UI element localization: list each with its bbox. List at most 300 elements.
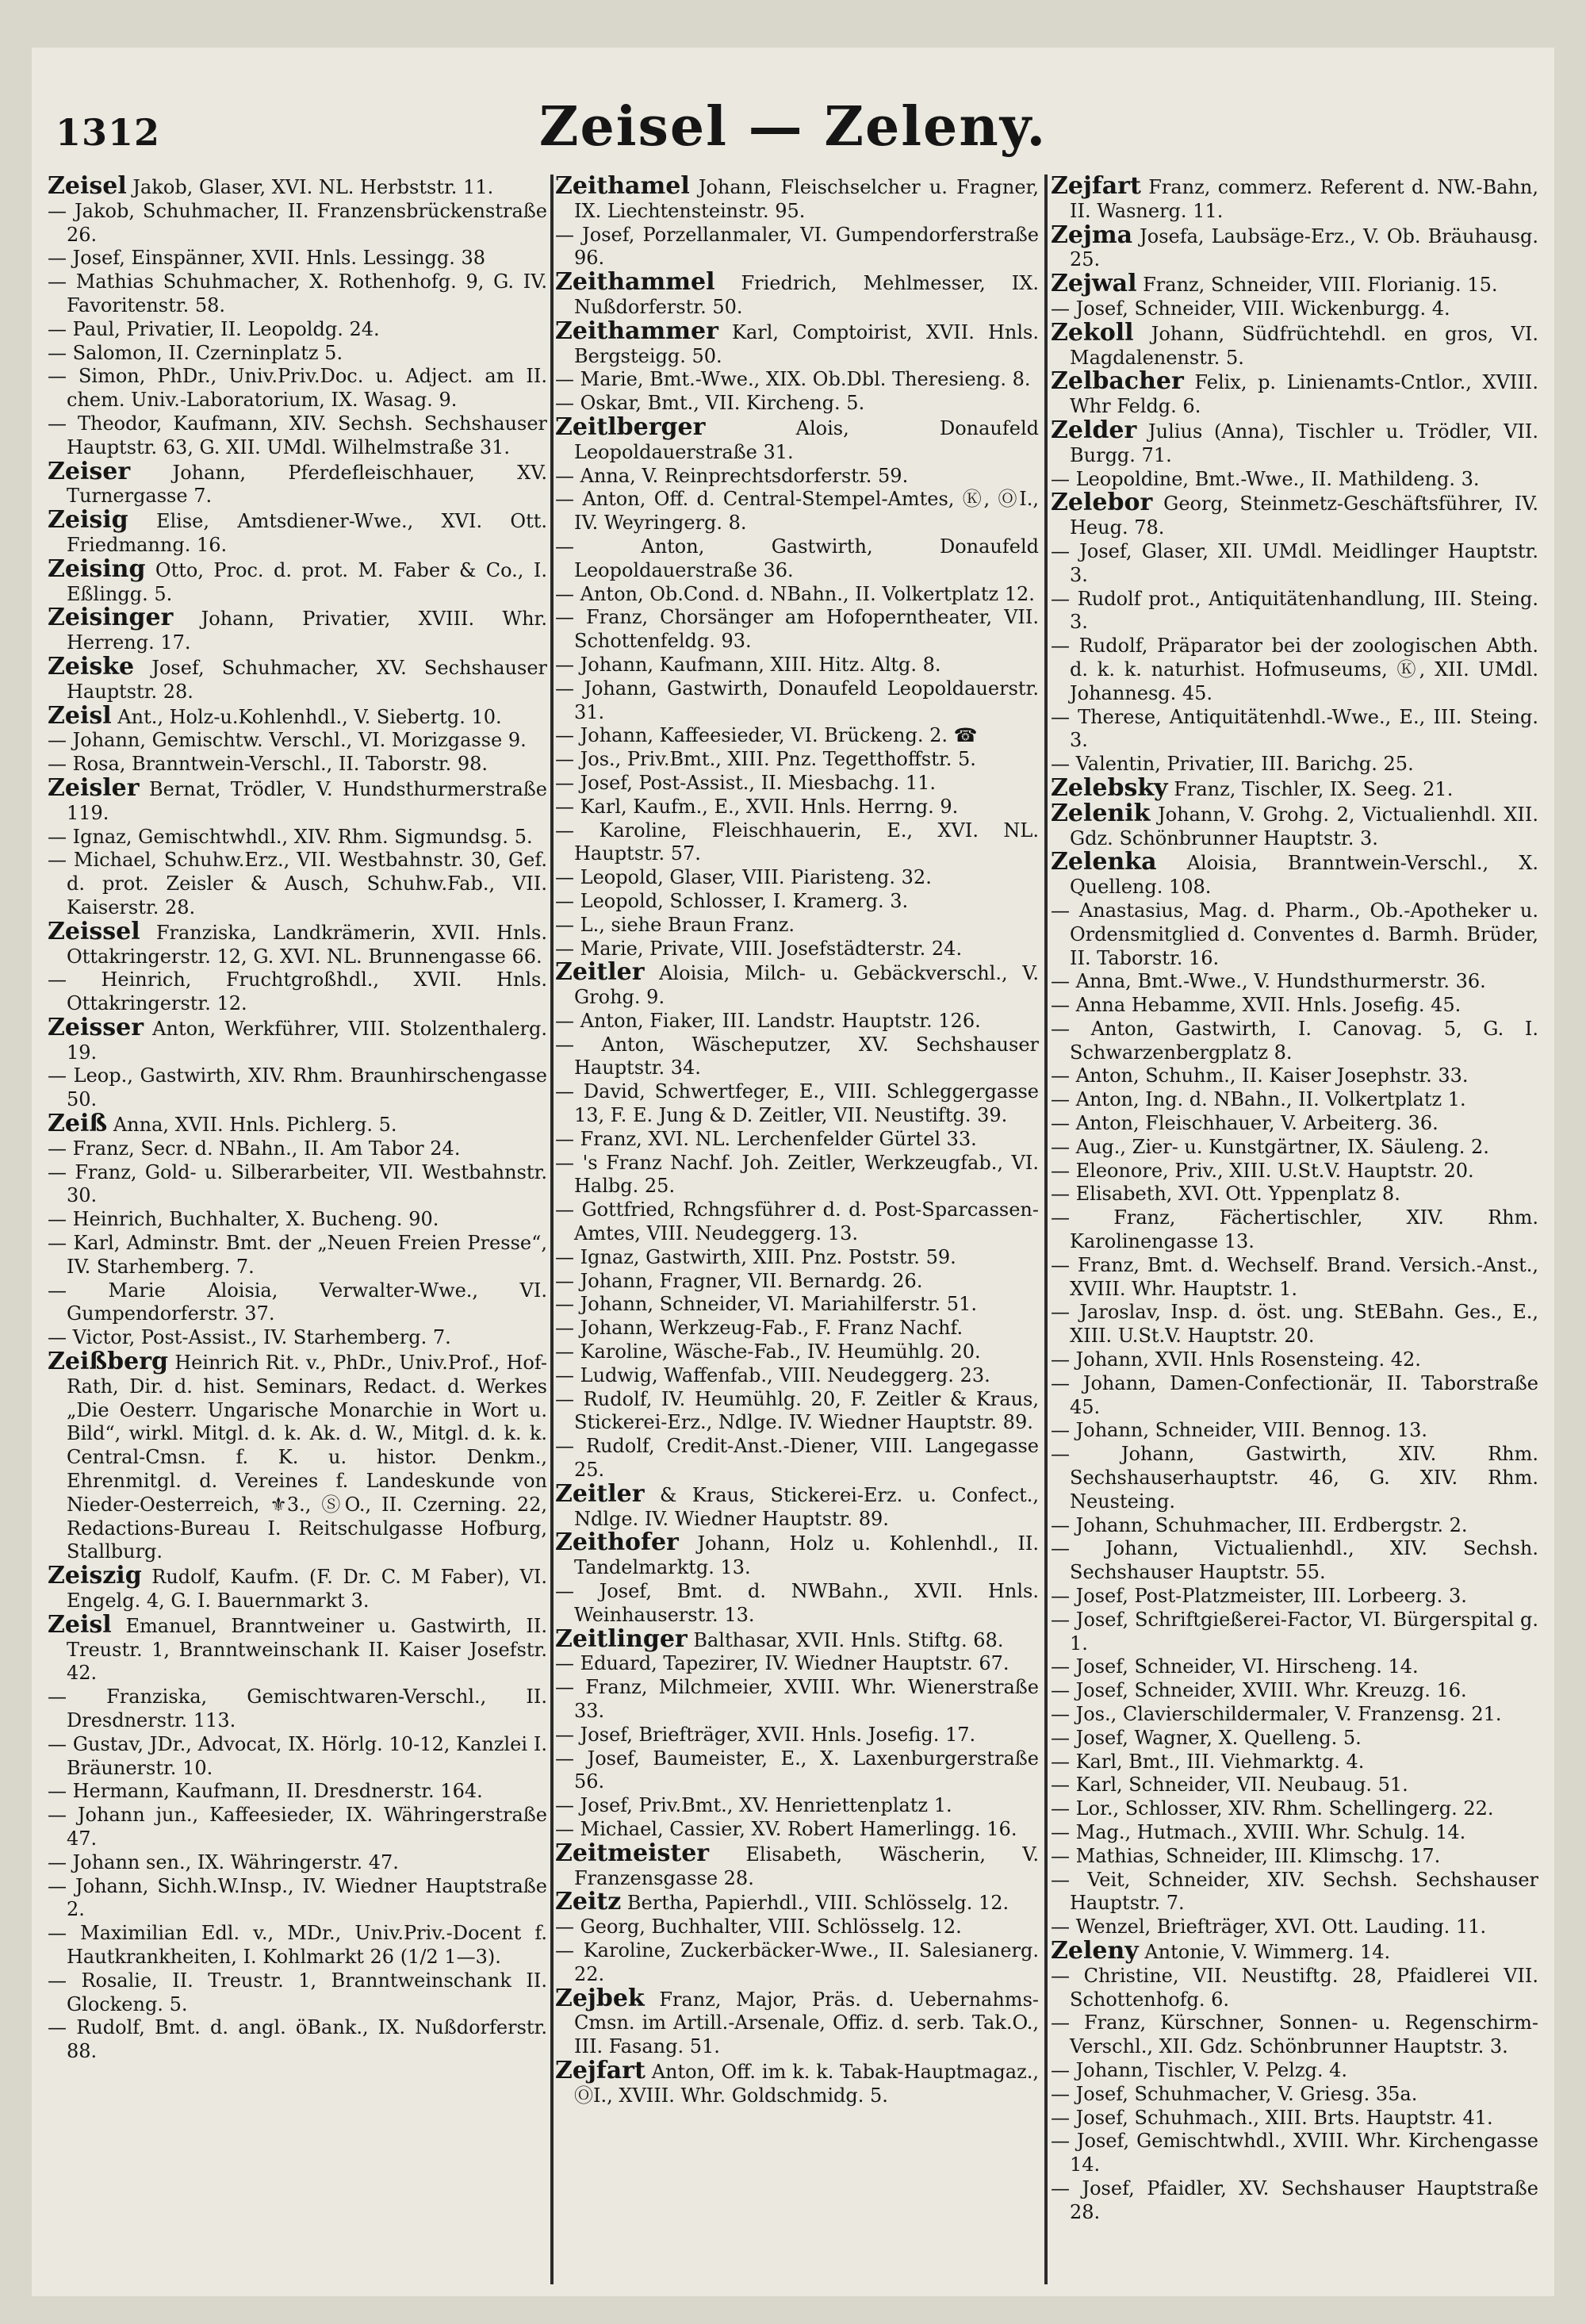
entry-text: — Anton, Fiaker, III. Landstr. Hauptstr. 126. — [555, 1009, 981, 1032]
directory-entry — [48, 508, 547, 558]
entry-text: & Kraus, Stickerei-Erz. u. Confect., Ndlge. IV. Wiedner Hauptstr. 89. — [574, 1483, 1039, 1530]
entry-text: Johann, V. Grohg. 2, Victualienhdl. XII. Gdz. Schönbrunner Hauptstr. 3. — [1070, 803, 1538, 849]
entry-text: — Anton, Fleischhauer, V. Arbeiterg. 36. — [1051, 1112, 1439, 1135]
directory-entry — [1051, 1537, 1538, 1585]
entry-text: Franz, Schneider, VIII. Florianig. 15. — [1136, 274, 1498, 297]
entry-text: — Anton, Off. d. Central-Stempel-Amtes, Ⓚ, ⓄI., IV. Weyringerg. 8. — [555, 488, 1039, 535]
directory-entry — [1051, 1348, 1538, 1372]
directory-entry — [1051, 970, 1538, 994]
entry-surname: Zeitz — [555, 1888, 622, 1916]
entry-text: — Johann, Gastwirth, Donaufeld Leopoldauerstr. 31. — [555, 677, 1039, 723]
directory-entry — [1051, 1585, 1538, 1609]
directory-entry — [48, 200, 547, 247]
directory-entry — [48, 247, 547, 270]
entry-text: — Anna Hebamme, XVII. Hnls. Josefig. 45. — [1051, 994, 1461, 1017]
directory-entry — [555, 1080, 1039, 1128]
entry-text: — Heinrich, Fruchtgroßhdl., XVII. Hnls. Ottakringerstr. 12. — [48, 968, 547, 1015]
entry-text: Heinrich Rit. v., PhDr., Univ.Prof., Hof-Rath, Dir. d. hist. Seminars, Redact. d. Werkes „Die Oesterr. Ungarische Monarchie in Wort u. Bild“, wirkl. Mitgl. d. k. Ak. d. W., Mitgl. d. k. k. Central-Cmsn. f. K. u. histor. Denkm., Ehrenmitgl. d. Vereines f. Landeskunde von Nieder-Oesterreich, ⚜3., ⓈO., II. Czerning. 22, Redactions-Bureau I. Reitschulgasse Hofburg, Stallburg. — [67, 1352, 547, 1563]
entry-text: — Ignaz, Gemischtwhdl., XIV. Rhm. Sigmundsg. 5. — [48, 825, 533, 848]
directory-entry — [1051, 994, 1538, 1018]
entry-text: — Marie Aloisia, Verwalter-Wwe., VI. Gumpendorferstr. 37. — [48, 1279, 547, 1325]
entry-text: — Leopoldine, Bmt.-Wwe., II. Mathildeng. 3. — [1051, 467, 1480, 490]
entry-text: — Ignaz, Gastwirth, XIII. Pnz. Poststr. 59. — [555, 1245, 956, 1268]
directory-entry — [555, 1818, 1039, 1842]
entry-text: — L., siehe Braun Franz. — [555, 913, 795, 936]
directory-entry — [1051, 1869, 1538, 1916]
entry-text: Karl, Comptoirist, XVII. Hnls. Bergsteigg. 50. — [574, 320, 1039, 367]
directory-entry — [1051, 2083, 1538, 2107]
entry-text: — Leop., Gastwirth, XIV. Rhm. Braunhirschengasse 50. — [48, 1064, 547, 1111]
entry-text: Aloisia, Milch- u. Gebäckverschl., V. Grohg. 9. — [574, 962, 1039, 1009]
entry-text: — Josef, Schneider, VI. Hirscheng. 14. — [1051, 1655, 1419, 1678]
directory-entry — [1051, 1821, 1538, 1845]
directory-entry — [48, 412, 547, 460]
entry-text: — Mathias Schuhmacher, X. Rothenhofg. 9, G. IV. Favoritenstr. 58. — [48, 270, 547, 316]
entry-surname: Zeitlberger — [555, 412, 706, 441]
entry-surname: Zeitler — [555, 1479, 645, 1508]
column-rule — [550, 174, 554, 2284]
directory-entry — [1051, 221, 1538, 273]
entry-text: Bernat, Trödler, V. Hundsthurmerstraße 119. — [67, 777, 547, 824]
directory-entry — [555, 677, 1039, 725]
entry-text: — Karl, Kaufm., E., XVII. Hnls. Herrng. 9. — [555, 795, 959, 818]
directory-entry — [555, 1246, 1039, 1270]
entry-text: — Christine, VII. Neustiftg. 28, Pfaidlerei VII. Schottenhofg. 6. — [1051, 1964, 1538, 2011]
directory-entry — [1051, 1703, 1538, 1727]
directory-entry — [555, 1676, 1039, 1724]
entry-text: Anton, Off. im k. k. Tabak-Hauptmagaz., ⓄI., XVIII. Whr. Goldschmidg. 5. — [574, 2060, 1039, 2107]
directory-entry — [555, 1317, 1039, 1340]
directory-entry — [48, 1851, 547, 1875]
directory-entry — [555, 1128, 1039, 1152]
directory-entry — [555, 1939, 1039, 1987]
directory-entry — [555, 1364, 1039, 1388]
directory-entry — [555, 1270, 1039, 1294]
directory-entry — [555, 1435, 1039, 1482]
entry-text: Josef, Schuhmacher, XV. Sechshauser Hauptstr. 28. — [67, 656, 547, 703]
directory-entry — [48, 1112, 547, 1137]
entry-text: Anton, Werkführer, VIII. Stolzenthalerg. 19. — [67, 1017, 547, 1064]
directory-entry — [555, 488, 1039, 535]
column-3 — [1051, 174, 1538, 2284]
entry-text: — Jos., Priv.Bmt., XIII. Pnz. Tegetthoffstr. 5. — [555, 748, 976, 771]
entry-text: — Theodor, Kaufmann, XIV. Sechsh. Sechshauser Hauptstr. 63, G. XII. UMdl. Wilhelmstraße 31. — [48, 412, 547, 458]
directory-entry — [1051, 416, 1538, 468]
directory-entry — [555, 1034, 1039, 1081]
directory-entry — [48, 1232, 547, 1279]
directory-entry — [48, 1804, 547, 1851]
entry-text: Franz, Tischler, IX. Seeg. 21. — [1167, 777, 1454, 800]
entry-text: Felix, p. Linienamts-Cntlor., XVIII. Whr Feldg. 6. — [1070, 371, 1538, 418]
entry-surname: Zejfart — [555, 2056, 646, 2084]
entry-text: — Josef, Glaser, XII. UMdl. Meidlinger Hauptstr. 3. — [1051, 539, 1538, 586]
entry-text: — Oskar, Bmt., VII. Kircheng. 5. — [555, 392, 865, 415]
entry-text: — Johann, Fragner, VII. Bernardg. 26. — [555, 1269, 923, 1292]
directory-entry — [48, 342, 547, 366]
entry-surname: Zeitmeister — [555, 1839, 710, 1867]
directory-entry — [48, 1780, 547, 1804]
entry-text: — Simon, PhDr., Univ.Priv.Doc. u. Adject. am II. chem. Univ.-Laboratorium, IX. Wasag. 9. — [48, 365, 547, 412]
entry-text: Franz, Major, Präs. d. Uebernahms-Cmsn. im Artill.-Arsenale, Offiz. d. serb. Tak.O., III. Fasang. 51. — [574, 1988, 1039, 2058]
entry-text: — Rudolf prot., Antiquitätenhandlung, III. Steing. 3. — [1051, 587, 1538, 634]
entry-surname: Zeiszig — [48, 1562, 142, 1590]
entry-surname: Zeithamel — [555, 174, 690, 200]
directory-entry — [555, 412, 1039, 465]
entry-text: — Josef, Schriftgießerei-Factor, VI. Bürgerspital g. 1. — [1051, 1608, 1538, 1655]
directory-entry — [555, 890, 1039, 914]
entry-text: Johann, Pferdefleischhauer, XV. Turnergasse 7. — [67, 461, 547, 508]
entry-text: — Johann, XVII. Hnls Rosensteing. 42. — [1051, 1348, 1421, 1371]
directory-entry — [555, 1890, 1039, 1916]
column-rule — [1044, 174, 1048, 2284]
entry-surname: Zeiser — [48, 457, 131, 485]
directory-entry — [1051, 1136, 1538, 1160]
directory-entry — [48, 1013, 547, 1065]
entry-surname: Zeising — [48, 554, 146, 583]
column-2 — [555, 174, 1039, 2284]
directory-entry — [555, 535, 1039, 583]
entry-surname: Zeiske — [48, 652, 135, 681]
directory-entry — [1051, 1727, 1538, 1751]
columns — [48, 174, 1538, 2284]
entry-surname: Zeithofer — [555, 1528, 679, 1557]
entry-text: Georg, Steinmetz-Geschäftsführer, IV. Heug. 78. — [1070, 493, 1538, 539]
entry-text: — Josef, Priv.Bmt., XV. Henriettenplatz 1. — [555, 1794, 952, 1817]
entry-text: — Johann, Schuhmacher, III. Erdbergstr. 2. — [1051, 1513, 1468, 1536]
entry-text: — Johann, Kaufmann, XIII. Hitz. Altg. 8. — [555, 653, 941, 676]
entry-text: — Anton, Schuhm., II. Kaiser Josephstr. 33. — [1051, 1064, 1469, 1087]
directory-entry — [555, 1340, 1039, 1364]
entry-text: Johann, Südfrüchtehdl. en gros, VI. Magdalenenstr. 5. — [1070, 322, 1538, 369]
entry-text: — Gottfried, Rchngsführer d. d. Post-Sparcassen-Amtes, VIII. Neudeggerg. 13. — [555, 1198, 1039, 1245]
directory-entry — [48, 2016, 547, 2064]
entry-text: — Anton, Ob.Cond. d. NBahn., II. Volkertplatz 12. — [555, 582, 1035, 605]
entry-text: Balthasar, XVII. Hnls. Stiftg. 68. — [687, 1628, 1004, 1651]
directory-entry — [555, 465, 1039, 489]
directory-entry — [555, 2056, 1039, 2108]
directory-entry — [555, 606, 1039, 654]
entry-text: — Josef, Schuhmacher, V. Griesg. 35a. — [1051, 2082, 1418, 2105]
entry-text: Jakob, Glaser, XVI. NL. Herbststr. 11. — [126, 176, 494, 198]
directory-entry — [555, 583, 1039, 607]
directory-entry — [48, 773, 547, 826]
entry-text: — Jos., Clavierschildermaler, V. Franzensg. 21. — [1051, 1703, 1502, 1725]
directory-entry — [48, 554, 547, 607]
entry-text: — Eduard, Tapezirer, IV. Wiedner Hauptstr. 67. — [555, 1652, 1009, 1675]
directory-entry — [48, 1137, 547, 1161]
entry-text: Rudolf, Kaufm. (F. Dr. C. M Faber), VI. Engelg. 4, G. I. Bauernmarkt 3. — [67, 1566, 547, 1613]
directory-entry — [48, 1564, 547, 1613]
entry-text: — Michael, Schuhw.Erz., VII. Westbahnstr. 30, Gef. d. prot. Zeisler & Ausch, Schuhw.Fab., VII. Kaiserstr. 28. — [48, 849, 547, 918]
entry-surname: Zeleny — [1051, 1936, 1139, 1965]
directory-entry — [1051, 367, 1538, 419]
entry-text: — Maximilian Edl. v., MDr., Univ.Priv.-Docent f. Hautkrankheiten, I. Kohlmarkt 26 (1/2 1—3). — [48, 1922, 547, 1968]
directory-entry — [48, 701, 547, 730]
directory-entry — [1051, 318, 1538, 370]
directory-entry — [1051, 174, 1538, 224]
directory-entry — [555, 724, 1039, 748]
directory-entry — [48, 1161, 547, 1209]
entry-text: — Johann, Damen-Confectionär, II. Taborstraße 45. — [1051, 1371, 1538, 1418]
directory-entry — [555, 796, 1039, 819]
entry-text: Ant., Holz-u.Kohlenhdl., V. Siebertg. 10. — [111, 705, 502, 728]
entry-surname: Zeithammel — [555, 268, 715, 297]
entry-surname: Zelebor — [1051, 489, 1153, 517]
entry-text: — Valentin, Privatier, III. Barichg. 25. — [1051, 753, 1414, 776]
entry-text: Elise, Amtsdiener-Wwe., XVI. Ott. Friedmanng. 16. — [67, 510, 547, 556]
directory-entry — [48, 917, 547, 969]
entry-text: Julius (Anna), Tischler u. Trödler, VII. Burgg. 71. — [1070, 420, 1538, 466]
entry-text: — Elisabeth, XVI. Ott. Yppenplatz 8. — [1051, 1183, 1400, 1206]
directory-entry — [1051, 850, 1538, 899]
entry-text: — Johann, Tischler, V. Pelzg. 4. — [1051, 2058, 1348, 2081]
directory-entry — [555, 1747, 1039, 1795]
entry-text: Elisabeth, Wäscherin, V. Franzensgasse 28. — [574, 1843, 1039, 1889]
entry-text: — Josef, Porzellanmaler, VI. Gumpendorferstraße 96. — [555, 223, 1039, 270]
entry-text: — Jaroslav, Insp. d. öst. ung. StEBahn. Ges., E., XIII. U.St.V. Hauptstr. 20. — [1051, 1301, 1538, 1348]
entry-text: — Hermann, Kaufmann, II. Dresdnerstr. 164. — [48, 1780, 483, 1803]
entry-text: — Georg, Buchhalter, VIII. Schlösselg. 12. — [555, 1916, 962, 1939]
entry-text: — Josef, Pfaidler, XV. Sechshauser Hauptstraße 28. — [1051, 2176, 1538, 2223]
entry-text: — Mag., Hutmach., XVIII. Whr. Schulg. 14. — [1051, 1820, 1466, 1843]
entry-text: — Josef, Post-Platzmeister, III. Lorbeerg. 3. — [1051, 1585, 1467, 1608]
entry-text: — 's Franz Nachf. Joh. Zeitler, Werkzeugfab., VI. Halbg. 25. — [555, 1151, 1039, 1198]
directory-entry — [48, 826, 547, 849]
entry-text: — Heinrich, Buchhalter, X. Bucheng. 90. — [48, 1208, 439, 1231]
directory-entry — [555, 1580, 1039, 1628]
directory-entry — [555, 1198, 1039, 1246]
entry-text: — Michael, Cassier, XV. Robert Hamerlingg. 16. — [555, 1817, 1017, 1840]
entry-text: — Salomon, II. Czerninplatz 5. — [48, 341, 343, 364]
directory-entry — [1051, 1679, 1538, 1703]
entry-text: — Johann, Werkzeug-Fab., F. Franz Nachf. — [555, 1317, 963, 1340]
running-title: Zeisel — Zeleny. — [538, 95, 1048, 159]
entry-text: — Josef, Einspänner, XVII. Hnls. Lessingg. 38 — [48, 247, 486, 270]
entry-text: — Karl, Adminstr. Bmt. der „Neuen Freien Presse“, IV. Starhemberg. 7. — [48, 1232, 547, 1278]
directory-entry — [1051, 1160, 1538, 1183]
entry-text: — Franziska, Gemischtwaren-Verschl., II. Dresdnerstr. 113. — [48, 1685, 547, 1731]
directory-entry — [1051, 272, 1538, 297]
entry-text: — Franz, Chorsänger am Hofoperntheater, VII. Schottenfeldg. 93. — [555, 606, 1039, 653]
directory-entry — [555, 958, 1039, 1010]
entry-text: Franz, commerz. Referent d. NW.-Bahn, II. Wasnerg. 11. — [1070, 176, 1538, 222]
directory-entry — [48, 1350, 547, 1564]
entry-surname: Zeisl — [48, 1610, 112, 1639]
directory-entry — [48, 1875, 547, 1923]
entry-text: — Marie, Private, VIII. Josefstädterstr. 24. — [555, 937, 963, 960]
directory-entry — [1051, 588, 1538, 635]
entry-text: — Victor, Post-Assist., IV. Starhemberg. 7. — [48, 1326, 451, 1349]
directory-entry — [555, 1984, 1039, 2059]
page-header — [32, 95, 1554, 167]
directory-entry — [1051, 1254, 1538, 1302]
directory-entry — [48, 968, 547, 1016]
entry-text: — Wenzel, Briefträger, XVI. Ott. Lauding. 11. — [1051, 1916, 1487, 1939]
directory-entry — [1051, 1774, 1538, 1797]
directory-entry — [1051, 706, 1538, 754]
entry-surname: Zelebsky — [1051, 773, 1168, 802]
directory-entry — [555, 1293, 1039, 1317]
directory-entry — [1051, 1965, 1538, 2012]
page-number: 1312 — [56, 111, 161, 154]
entry-surname: Zeitlinger — [555, 1624, 688, 1653]
entry-text: — Johann, Schneider, VIII. Bennog. 13. — [1051, 1419, 1427, 1442]
entry-text: — Ludwig, Waffenfab., VIII. Neudeggerg. 23. — [555, 1363, 990, 1386]
directory-entry — [48, 1733, 547, 1781]
entry-text: — Josef, Schuhmach., XIII. Brts. Hauptstr. 41. — [1051, 2106, 1493, 2129]
entry-text: — Josef, Bmt. d. NWBahn., XVII. Hnls. Weinhauserstr. 13. — [555, 1580, 1039, 1626]
directory-entry — [555, 1479, 1039, 1532]
entry-text: Friedrich, Mehlmesser, IX. Nußdorferstr. 50. — [574, 272, 1039, 318]
entry-text: — Karoline, Fleischhauerin, E., XVI. NL. Hauptstr. 57. — [555, 819, 1039, 865]
directory-entry — [48, 318, 547, 342]
directory-entry — [1051, 1797, 1538, 1821]
directory-entry — [555, 1388, 1039, 1436]
entry-text: — Karoline, Zuckerbäcker-Wwe., II. Salesianerg. 22. — [555, 1939, 1039, 1985]
directory-entry — [1051, 635, 1538, 705]
entry-text: — Paul, Privatier, II. Leopoldg. 24. — [48, 317, 380, 340]
entry-text: — Karoline, Wäsche-Fab., IV. Heumühlg. 20. — [555, 1340, 981, 1363]
entry-text: — Johann, Gastwirth, XIV. Rhm. Sechshauserhauptstr. 46, G. XIV. Rhm. Neusteing. — [1051, 1443, 1538, 1513]
directory-entry — [555, 654, 1039, 677]
entry-text: Alois, Donaufeld Leopoldauerstraße 31. — [574, 416, 1039, 463]
directory-entry — [48, 1208, 547, 1232]
entry-text: — Anton, Wäscheputzer, XV. Sechshauser Hauptstr. 34. — [555, 1033, 1039, 1080]
entry-text: — Josef, Baumeister, E., X. Laxenburgerstraße 56. — [555, 1747, 1039, 1793]
directory-entry — [1051, 1112, 1538, 1136]
entry-text: — Rudolf, Präparator bei der zoologischen Abth. d. k. k. naturhist. Hofmuseums, Ⓚ, XII. UMdl. Johannesg. 45. — [1051, 635, 1538, 704]
directory-entry — [555, 748, 1039, 772]
directory-entry — [48, 1969, 547, 2017]
directory-entry — [555, 1839, 1039, 1891]
entry-text: Johann, Fleischselcher u. Fragner, IX. Liechtensteinstr. 95. — [574, 176, 1039, 222]
entry-text: — Leopold, Schlosser, I. Kramerg. 3. — [555, 889, 909, 912]
entry-surname: Zeithammer — [555, 316, 718, 345]
directory-entry — [48, 1922, 547, 1969]
entry-surname: Zelder — [1051, 416, 1137, 444]
directory-entry — [1051, 753, 1538, 777]
entry-surname: Zeitler — [555, 958, 645, 987]
entry-surname: Zejma — [1051, 221, 1133, 249]
entry-text: — Franz, Gold- u. Silberarbeiter, VII. Westbahnstr. 30. — [48, 1160, 547, 1207]
directory-entry — [1051, 1751, 1538, 1774]
entry-surname: Zeissel — [48, 917, 140, 945]
entry-surname: Zeisl — [48, 701, 112, 730]
directory-entry — [1051, 2177, 1538, 2225]
directory-entry — [48, 1279, 547, 1327]
directory-entry — [48, 849, 547, 919]
entry-text: — Leopold, Glaser, VIII. Piaristeng. 32. — [555, 866, 932, 889]
directory-entry — [555, 1652, 1039, 1676]
entry-text: — Anna, V. Reinprechtsdorferstr. 59. — [555, 464, 909, 487]
entry-text: — Jakob, Schuhmacher, II. Franzensbrückenstraße 26. — [48, 199, 547, 246]
directory-entry — [48, 729, 547, 753]
directory-entry — [1051, 540, 1538, 588]
entry-surname: Zeisel — [48, 174, 127, 200]
directory-entry — [48, 365, 547, 412]
directory-entry — [48, 270, 547, 318]
directory-page — [32, 48, 1554, 2296]
directory-entry — [555, 1010, 1039, 1034]
directory-entry — [555, 772, 1039, 796]
entry-text: — Johann, Victualienhdl., XIV. Sechsh. Sechshauser Hauptstr. 55. — [1051, 1537, 1538, 1584]
directory-entry — [48, 753, 547, 777]
entry-text: — Rudolf, Credit-Anst.-Diener, VIII. Langegasse 25. — [555, 1435, 1039, 1482]
entry-text: — Gustav, JDr., Advocat, IX. Hörlg. 10-12, Kanzlei I. Bräunerstr. 10. — [48, 1732, 547, 1779]
directory-entry — [555, 368, 1039, 392]
directory-entry — [1051, 1183, 1538, 1206]
entry-text: — Johann sen., IX. Währingerstr. 47. — [48, 1850, 399, 1873]
directory-entry — [555, 392, 1039, 416]
directory-entry — [1051, 1845, 1538, 1869]
directory-entry — [1051, 2107, 1538, 2130]
directory-entry — [555, 1624, 1039, 1653]
directory-entry — [555, 866, 1039, 890]
directory-entry — [48, 1685, 547, 1733]
directory-entry — [555, 1528, 1039, 1580]
entry-surname: Zejbek — [555, 1984, 645, 2012]
directory-entry — [555, 819, 1039, 867]
entry-surname: Zeisser — [48, 1013, 144, 1041]
entry-text: — Lor., Schlosser, XIV. Rhm. Schellingerg. 22. — [1051, 1797, 1494, 1820]
entry-surname: Zeisig — [48, 506, 128, 535]
directory-entry — [1051, 468, 1538, 492]
directory-entry — [555, 174, 1039, 224]
entry-text: — Franz, Kürschner, Sonnen- u. Regenschirm-Verschl., XII. Gdz. Schönbrunner Hauptstr. 3. — [1051, 2011, 1538, 2058]
directory-entry — [1051, 1443, 1538, 1513]
entry-text: Aloisia, Branntwein-Verschl., X. Quelleng. 108. — [1070, 852, 1538, 899]
entry-text: — Johann jun., Kaffeesieder, IX. Währingerstraße 47. — [48, 1804, 547, 1850]
column-1 — [48, 174, 547, 2284]
directory-entry — [1051, 2059, 1538, 2083]
entry-surname: Zeisinger — [48, 604, 174, 632]
entry-text: — Josef, Schneider, XVIII. Whr. Kreuzg. 16. — [1051, 1679, 1467, 1702]
directory-entry — [48, 606, 547, 655]
directory-entry — [1051, 1514, 1538, 1538]
entry-text: Antonie, V. Wimmerg. 14. — [1138, 1940, 1391, 1963]
entry-text: — Josef, Post-Assist., II. Miesbachg. 11. — [555, 771, 937, 794]
entry-surname: Zelbacher — [1051, 367, 1184, 396]
entry-text: Johann, Holz u. Kohlenhdl., II. Tandelmarktg. 13. — [574, 1532, 1039, 1579]
directory-entry — [48, 1326, 547, 1350]
entry-text: — Marie, Bmt.-Wwe., XIX. Ob.Dbl. Theresieng. 8. — [555, 368, 1031, 391]
entry-text: — David, Schwertfeger, E., VIII. Schleggergasse 13, F. E. Jung & D. Zeitler, VII. Neustiftg. 39. — [555, 1080, 1039, 1127]
directory-entry — [1051, 297, 1538, 321]
directory-entry — [1051, 1916, 1538, 1939]
entry-surname: Zelenka — [1051, 848, 1157, 876]
entry-text: — Franz, Secr. d. NBahn., II. Am Tabor 24. — [48, 1137, 461, 1160]
entry-text: — Karl, Bmt., III. Viehmarktg. 4. — [1051, 1750, 1365, 1773]
directory-entry — [555, 1794, 1039, 1818]
entry-surname: Zelenik — [1051, 799, 1151, 827]
directory-entry — [1051, 1206, 1538, 1254]
directory-entry — [555, 1152, 1039, 1199]
entry-text: — Therese, Antiquitätenhdl.-Wwe., E., III. Steing. 3. — [1051, 705, 1538, 752]
entry-text: — Josef, Schneider, VIII. Wickenburgg. 4. — [1051, 297, 1450, 320]
directory-entry — [1051, 1936, 1538, 1965]
directory-entry — [48, 457, 547, 509]
directory-entry — [555, 1916, 1039, 1939]
entry-text: — Josef, Briefträger, XVII. Hnls. Josefig. 17. — [555, 1723, 976, 1746]
directory-entry — [1051, 2130, 1538, 2177]
entry-text: — Anton, Gastwirth, I. Canovag. 5, G. I. Schwarzenbergplatz 8. — [1051, 1017, 1538, 1064]
entry-surname: Zejwal — [1051, 270, 1137, 298]
entry-text: — Rosalie, II. Treustr. 1, Branntweinschank II. Glockeng. 5. — [48, 1969, 547, 2015]
directory-entry — [48, 1064, 547, 1112]
entry-text: — Eleonore, Priv., XIII. U.St.V. Hauptstr. 20. — [1051, 1159, 1474, 1182]
directory-entry — [1051, 773, 1538, 802]
entry-text: — Johann, Sichh.W.Insp., IV. Wiedner Hauptstraße 2. — [48, 1874, 547, 1921]
